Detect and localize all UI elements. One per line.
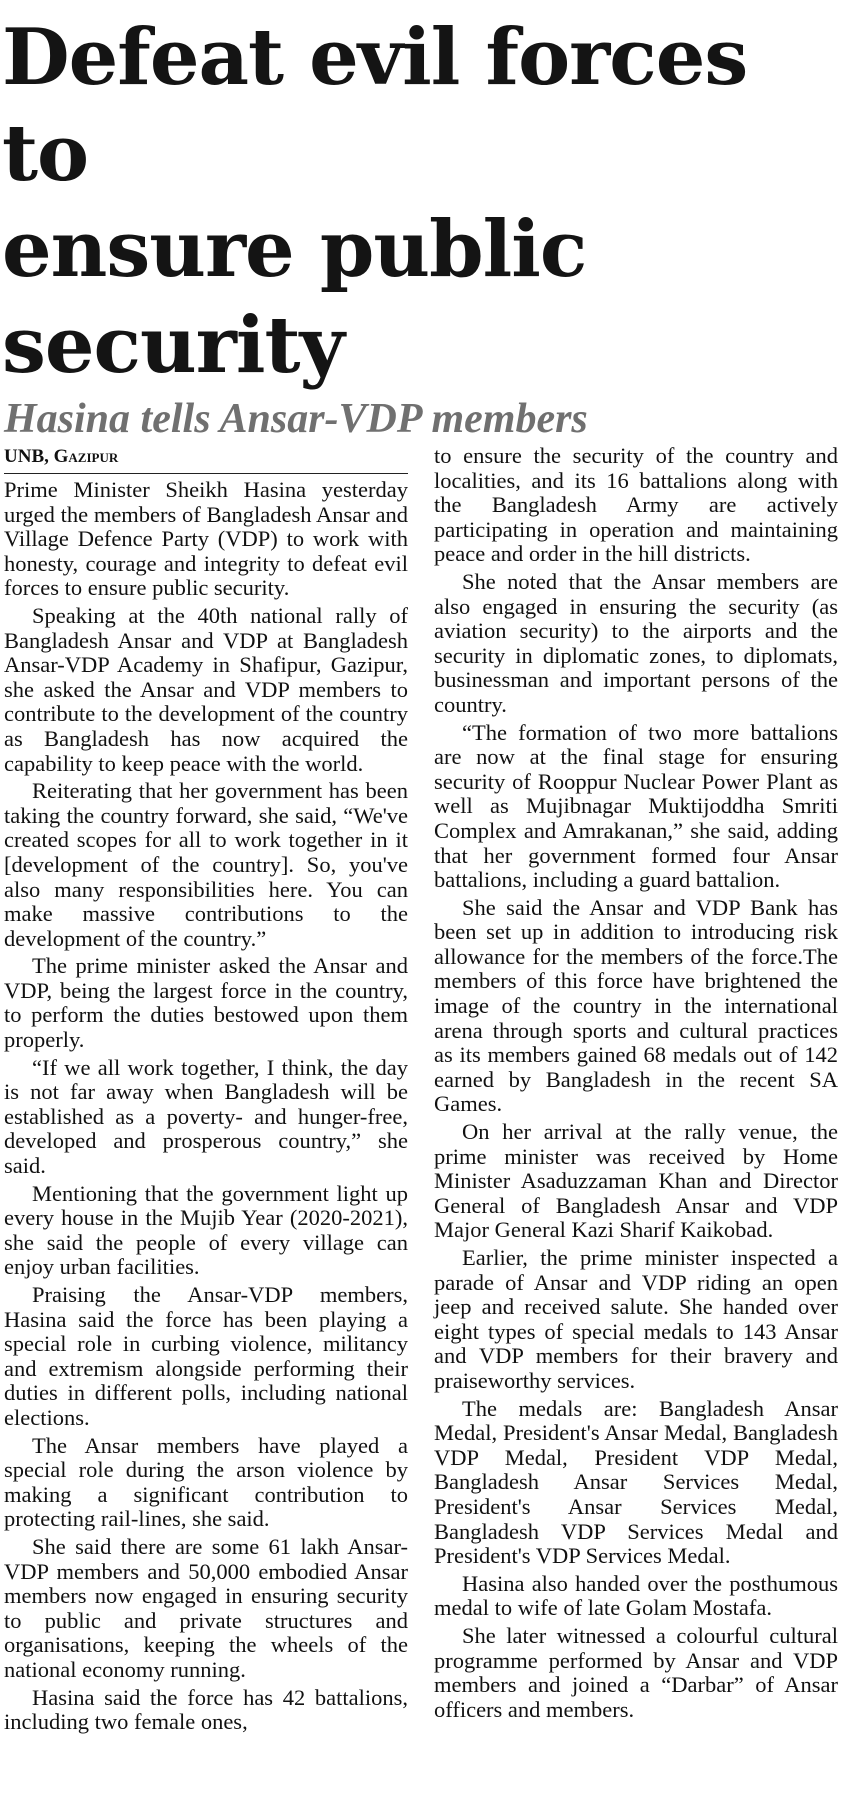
- paragraph: Earlier, the prime minister inspected a parade of Ansar and VDP riding an open jeep and received salute. She handed over eight types of special medals to 143 Ansar and VDP members for their bravery and praiseworthy services.: [434, 1245, 838, 1393]
- paragraph: Mentioning that the government light up every house in the Mujib Year (2020-2021), she said the people of every village can enjoy urban facilities.: [4, 1180, 408, 1280]
- paragraph: Speaking at the 40th national rally of Bangladesh Ansar and VDP at Bangladesh Ansar-VDP Academy in Shafipur, Gazipur, she asked the Ansar and VDP members to contribute to the development of the country as Bangladesh has now acquired the capability to keep peace with the world.: [4, 602, 408, 776]
- paragraph: Praising the Ansar-VDP members, Hasina said the force has been playing a special role in curbing violence, militancy and extremism alongside performing their duties in different polls, including national elections.: [4, 1282, 408, 1430]
- paragraph: “The formation of two more battalions are now at the final stage for ensuring security of Rooppur Nuclear Power Plant as well as Mujibnagar Muktijoddha Smriti Complex and Amrakanan,” she said, adding that her government formed four Ansar battalions, including a guard battalion.: [434, 719, 838, 893]
- paragraph: “If we all work together, I think, the day is not far away when Bangladesh will be established as a poverty- and hunger-free, developed and prosperous country,” she said.: [4, 1054, 408, 1179]
- headline-line-1: Defeat evil forces to: [2, 12, 748, 199]
- byline-agency: UNB,: [4, 446, 49, 467]
- paragraph: Hasina also handed over the posthumous medal to wife of late Golam Mostafa.: [434, 1570, 838, 1621]
- subheadline: Hasina tells Ansar-VDP members: [4, 396, 588, 442]
- paragraph: Prime Minister Sheikh Hasina yesterday urged the members of Bangladesh Ansar and Village Defence Party (VDP) to work with honesty, courage and integrity to defeat evil forces to ensure public security.: [4, 477, 408, 601]
- paragraph: The Ansar members have played a special role during the arson violence by making a significant contribution to protecting rail-lines, she said.: [4, 1432, 408, 1532]
- column-left: [4, 444, 408, 1738]
- paragraph: The medals are: Bangladesh Ansar Medal, President's Ansar Medal, Bangladesh VDP Medal, President VDP Medal, Bangladesh Ansar Services Medal, President's Ansar Services Medal, Bangladesh VDP Services Medal and President's VDP Services Medal.: [434, 1395, 838, 1569]
- paragraph: She later witnessed a colourful cultural programme performed by Ansar and VDP members and joined a “Darbar” of Ansar officers and members.: [434, 1622, 838, 1722]
- paragraph: On her arrival at the rally venue, the prime minister was received by Home Minister Asaduzzaman Khan and Director General of Bangladesh Ansar and VDP Major General Kazi Sharif Kaikobad.: [434, 1119, 838, 1243]
- paragraph: The prime minister asked the Ansar and VDP, being the largest force in the country, to perform the duties bestowed upon them properly.: [4, 953, 408, 1053]
- paragraph: She said there are some 61 lakh Ansar-VDP members and 50,000 embodied Ansar members now engaged in ensuring security to public and private structures and organisations, keeping the wheels of the national economy running.: [4, 1533, 408, 1682]
- headline-line-2: ensure public security: [2, 204, 587, 391]
- byline-place: Gazipur: [53, 446, 119, 467]
- paragraph: She noted that the Ansar members are also engaged in ensuring the security (as aviation security) to the airports and the security in diplomatic zones, to diplomats, businessman and important persons of the country.: [434, 568, 838, 717]
- byline: [4, 444, 408, 474]
- paragraph: Reiterating that her government has been taking the country forward, she said, “We've created scopes for all to work together in it [development of the country]. So, you've also many responsibilities here. You can make massive contributions to the development of the country.”: [4, 778, 408, 951]
- paragraph: She said the Ansar and VDP Bank has been set up in addition to introducing risk allowance for the members of the force.The members of this force have brightened the image of the country in the international arena through sports and cultural practices as its members gained 68 medals out of 142 earned by Bangladesh in the recent SA Games.: [434, 894, 838, 1117]
- article-body: [0, 444, 848, 1738]
- headline: [0, 10, 848, 394]
- paragraph: Hasina said the force has 42 battalions, including two female ones,: [4, 1684, 408, 1735]
- column-right: [434, 444, 838, 1738]
- paragraph: to ensure the security of the country and localities, and its 16 battalions along with the Bangladesh Army are actively participating in operation and maintaining peace and order in the hill districts.: [434, 443, 838, 567]
